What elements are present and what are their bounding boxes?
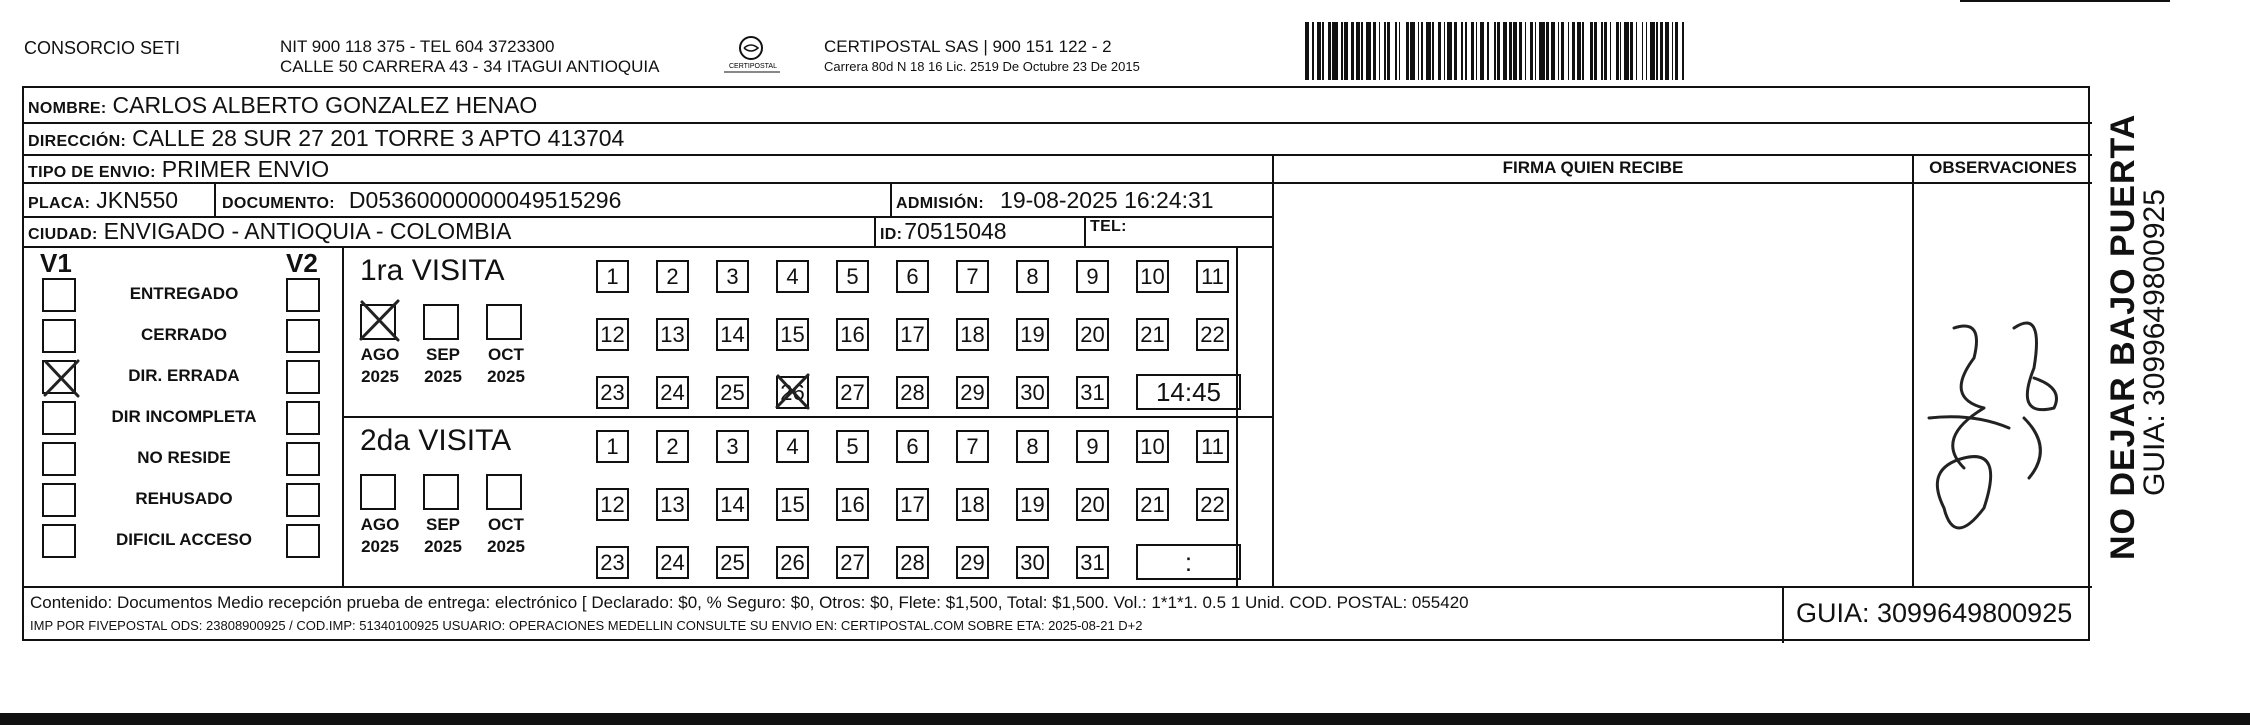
visit-2-day-21[interactable]: 21	[1136, 488, 1169, 521]
visit-2-day-29[interactable]: 29	[956, 546, 989, 579]
visit-1-day-26[interactable]: 26	[776, 376, 809, 409]
do-not-leave-notice: NO DEJAR BAJO PUERTA	[2104, 113, 2142, 560]
visit-1-title: 1ra VISITA	[360, 254, 505, 287]
barcode	[1305, 22, 1895, 80]
visit-2-day-8[interactable]: 8	[1016, 430, 1049, 463]
v2-checkbox-dificil-acceso[interactable]	[286, 524, 320, 558]
visit-2-month-box-sep[interactable]	[423, 474, 459, 510]
visit-2-day-3[interactable]: 3	[716, 430, 749, 463]
address-value: CALLE 28 SUR 27 201 TORRE 3 APTO 413704	[132, 125, 625, 151]
visit-1-month-year: 2025	[361, 367, 399, 386]
document-field	[222, 187, 621, 214]
visit-2-day-20[interactable]: 20	[1076, 488, 1109, 521]
visit-2-day-13[interactable]: 13	[656, 488, 689, 521]
visit-2-day-2[interactable]: 2	[656, 430, 689, 463]
v2-checkbox-dir-incompleta[interactable]	[286, 401, 320, 435]
admission-field	[896, 187, 1214, 214]
certipostal-logo	[718, 34, 788, 82]
visit-1-month-label-sep	[413, 344, 473, 388]
address-label: DIRECCIÓN:	[28, 133, 127, 150]
plate-value: JKN550	[96, 187, 179, 213]
name-field	[28, 92, 537, 119]
status-label-no-reside: NO RESIDE	[137, 448, 231, 467]
visit-2-day-6[interactable]: 6	[896, 430, 929, 463]
visit-1-day-18[interactable]: 18	[956, 318, 989, 351]
visit-2-day-4[interactable]: 4	[776, 430, 809, 463]
visit-2-month-label-sep	[413, 514, 473, 558]
company-name: CONSORCIO SETI	[24, 38, 181, 58]
visit-2-day-12[interactable]: 12	[596, 488, 629, 521]
city-value: ENVIGADO - ANTIOQUIA - COLOMBIA	[103, 218, 512, 244]
id-label: ID:	[880, 226, 903, 243]
status-label-dir-incompleta: DIR INCOMPLETA	[111, 407, 257, 426]
document-value: D05360000000049515296	[348, 187, 622, 213]
visit-1-day-14[interactable]: 14	[716, 318, 749, 351]
observations-heading: OBSERVACIONES	[1929, 158, 2077, 177]
visit-1-month-year: 2025	[487, 367, 525, 386]
visit-2-month-box-ago[interactable]	[360, 474, 396, 510]
visit-2-day-26[interactable]: 26	[776, 546, 809, 579]
visit-2-day-11[interactable]: 11	[1196, 430, 1229, 463]
address-field	[28, 125, 624, 152]
side-guide-number: GUIA: 3099649800925	[2138, 189, 2171, 496]
id-value: 70515048	[904, 218, 1007, 244]
visit-2-day-25[interactable]: 25	[716, 546, 749, 579]
visit-1-day-30[interactable]: 30	[1016, 376, 1049, 409]
admission-label: ADMISIÓN:	[896, 195, 985, 212]
visit-1-day-27[interactable]: 27	[836, 376, 869, 409]
visit-2-month-name: SEP	[425, 515, 461, 534]
visit-2-day-15[interactable]: 15	[776, 488, 809, 521]
visit-2-day-28[interactable]: 28	[896, 546, 929, 579]
visit-1-day-8[interactable]: 8	[1016, 260, 1049, 293]
visit-1-day-23[interactable]: 23	[596, 376, 629, 409]
tel-field	[1090, 218, 1133, 236]
guide-number-box: GUIA: 3099649800925	[1796, 598, 2073, 628]
visit-1-day-2[interactable]: 2	[656, 260, 689, 293]
status-label-entregado: ENTREGADO	[129, 284, 239, 303]
tel-label: TEL:	[1090, 218, 1127, 235]
visit-1-day-19[interactable]: 19	[1016, 318, 1049, 351]
visit-2-day-9[interactable]: 9	[1076, 430, 1109, 463]
signature-heading: FIRMA QUIEN RECIBE	[1502, 158, 1684, 177]
top-right-rule	[1960, 0, 2170, 2]
visit-1-day-10[interactable]: 10	[1136, 260, 1169, 293]
visit-2-day-19[interactable]: 19	[1016, 488, 1049, 521]
visit-1-day-31[interactable]: 31	[1076, 376, 1109, 409]
visit-1-day-1[interactable]: 1	[596, 260, 629, 293]
send-type-label: TIPO DE ENVIO:	[28, 164, 156, 181]
carrier-line: CERTIPOSTAL SAS | 900 151 122 - 2	[824, 37, 1112, 56]
visit-1-day-11[interactable]: 11	[1196, 260, 1229, 293]
visit-1-day-6[interactable]: 6	[896, 260, 929, 293]
v1-checkbox-cerrado[interactable]	[42, 319, 76, 353]
visit-1-month-name: OCT	[488, 345, 524, 364]
visit-1-day-21[interactable]: 21	[1136, 318, 1169, 351]
visit-2-day-14[interactable]: 14	[716, 488, 749, 521]
visit-1-day-9[interactable]: 9	[1076, 260, 1109, 293]
logo-text: CERTIPOSTAL	[729, 63, 777, 70]
visit-1-day-12[interactable]: 12	[596, 318, 629, 351]
v2-heading: V2	[286, 248, 318, 278]
visit-1-day-17[interactable]: 17	[896, 318, 929, 351]
carrier-license: Carrera 80d N 18 16 Lic. 2519 De Octubre 23 De 2015	[824, 59, 1140, 74]
v2-checkbox-entregado[interactable]	[286, 278, 320, 312]
content-line: Contenido: Documentos Medio recepción prueba de entrega: electrónico [ Declarado: $0, % Seguro: $0, Otros: $0, Flete: $1,500, Total: $1,500. Vol.: 1*1*1. 0.5 1 Unid. COD. POSTAL: 055420	[30, 593, 1469, 612]
id-field	[880, 218, 1007, 245]
name-label: NOMBRE:	[28, 100, 107, 117]
visit-2-title: 2da VISITA	[360, 424, 512, 457]
visit-1-month-name: AGO	[360, 345, 400, 364]
visit-1-day-29[interactable]: 29	[956, 376, 989, 409]
visit-1-day-13[interactable]: 13	[656, 318, 689, 351]
send-type-value: PRIMER ENVIO	[161, 156, 330, 182]
visit-1-day-25[interactable]: 25	[716, 376, 749, 409]
visit-2-day-18[interactable]: 18	[956, 488, 989, 521]
shipping-label-frame	[22, 86, 2090, 641]
city-field	[28, 218, 511, 245]
admission-value: 19-08-2025 16:24:31	[1000, 187, 1214, 213]
visit-1-day-5[interactable]: 5	[836, 260, 869, 293]
status-label-dir-errada: DIR. ERRADA	[128, 366, 240, 385]
visit-2-day-1[interactable]: 1	[596, 430, 629, 463]
visit-2-month-name: AGO	[360, 515, 400, 534]
visit-2-day-24[interactable]: 24	[656, 546, 689, 579]
v2-checkbox-no-reside[interactable]	[286, 442, 320, 476]
visit-1-day-check-mark	[774, 372, 812, 410]
visit-2-month-name: OCT	[488, 515, 524, 534]
visit-2-day-17[interactable]: 17	[896, 488, 929, 521]
visit-1-day-15[interactable]: 15	[776, 318, 809, 351]
visit-2-day-22[interactable]: 22	[1196, 488, 1229, 521]
visit-2-day-31[interactable]: 31	[1076, 546, 1109, 579]
v2-checkbox-cerrado[interactable]	[286, 319, 320, 353]
visit-1-month-name: SEP	[425, 345, 461, 364]
visit-2-time-box[interactable]: :	[1136, 544, 1241, 580]
visit-1-day-20[interactable]: 20	[1076, 318, 1109, 351]
name-value: CARLOS ALBERTO GONZALEZ HENAO	[112, 92, 538, 118]
visit-1-month-year: 2025	[424, 367, 462, 386]
visit-1-day-3[interactable]: 3	[716, 260, 749, 293]
visit-1-month-label-oct	[476, 344, 536, 388]
status-label-dificil-acceso: DIFICIL ACCESO	[115, 530, 252, 549]
visit-1-day-24[interactable]: 24	[656, 376, 689, 409]
visit-1-month-check-mark	[358, 298, 402, 342]
visit-1-month-box-sep[interactable]	[423, 304, 459, 340]
v2-checkbox-dir-errada[interactable]	[286, 360, 320, 394]
visit-2-day-30[interactable]: 30	[1016, 546, 1049, 579]
visit-2-month-year: 2025	[361, 537, 399, 556]
visit-2-month-label-oct	[476, 514, 536, 558]
visit-2-day-27[interactable]: 27	[836, 546, 869, 579]
visit-2-day-23[interactable]: 23	[596, 546, 629, 579]
visit-2-month-label-ago	[350, 514, 410, 558]
visit-2-day-16[interactable]: 16	[836, 488, 869, 521]
plate-field	[28, 187, 178, 214]
v1-check-mark	[42, 358, 82, 398]
visit-1-day-7[interactable]: 7	[956, 260, 989, 293]
v2-checkbox-rehusado[interactable]	[286, 483, 320, 517]
status-label-cerrado: CERRADO	[141, 325, 227, 344]
visit-1-time-box[interactable]: 14:45	[1136, 374, 1241, 410]
visit-1-month-label-ago	[350, 344, 410, 388]
bottom-edge-bar	[0, 713, 2250, 725]
company-address: CALLE 50 CARRERA 43 - 34 ITAGUI ANTIOQUIA	[280, 57, 660, 76]
v1-heading: V1	[40, 248, 72, 278]
visit-2-month-year: 2025	[424, 537, 462, 556]
city-label: CIUDAD:	[28, 226, 98, 243]
v1-checkbox-no-reside[interactable]	[42, 442, 76, 476]
visit-1-day-28[interactable]: 28	[896, 376, 929, 409]
nit-line: NIT 900 118 375 - TEL 604 3723300	[280, 37, 555, 56]
visit-1-month-box-oct[interactable]	[486, 304, 522, 340]
print-info-line: IMP POR FIVEPOSTAL ODS: 23808900925 / COD.IMP: 51340100925 USUARIO: OPERACIONES MEDELLIN CONSULTE SU ENVIO EN: CERTIPOSTAL.COM SOBRE ETA: 2025-08-21 D+2	[30, 618, 1143, 633]
visit-2-month-year: 2025	[487, 537, 525, 556]
plate-label: PLACA:	[28, 195, 91, 212]
send-type-field	[28, 156, 329, 183]
recipient-signature	[1914, 288, 2074, 568]
visit-2-day-7[interactable]: 7	[956, 430, 989, 463]
v1-checkbox-entregado[interactable]	[42, 278, 76, 312]
visit-2-day-10[interactable]: 10	[1136, 430, 1169, 463]
visit-1-day-4[interactable]: 4	[776, 260, 809, 293]
v1-checkbox-dificil-acceso[interactable]	[42, 524, 76, 558]
status-label-rehusado: REHUSADO	[135, 489, 233, 508]
visit-1-day-16[interactable]: 16	[836, 318, 869, 351]
visit-1-day-22[interactable]: 22	[1196, 318, 1229, 351]
visit-2-month-box-oct[interactable]	[486, 474, 522, 510]
v1-checkbox-dir-incompleta[interactable]	[42, 401, 76, 435]
visit-2-day-5[interactable]: 5	[836, 430, 869, 463]
document-label: DOCUMENTO:	[222, 195, 335, 212]
v1-checkbox-rehusado[interactable]	[42, 483, 76, 517]
